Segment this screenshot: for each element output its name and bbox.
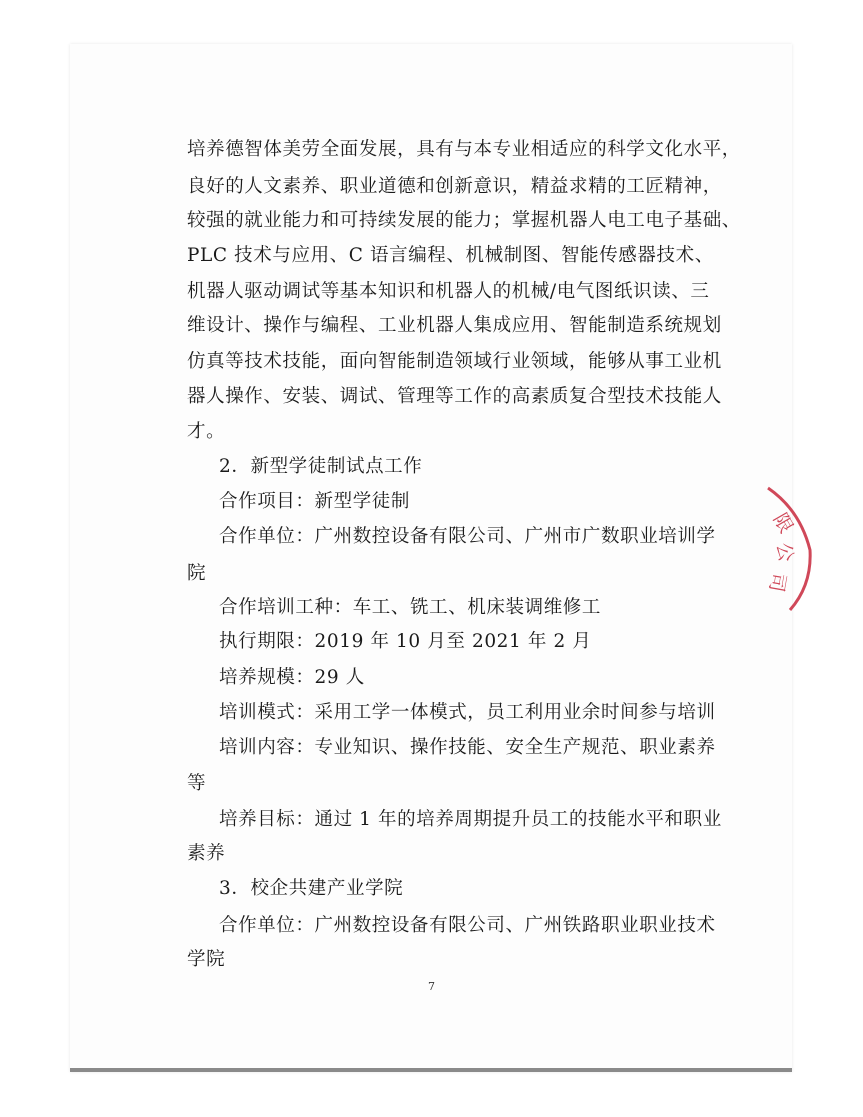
- text-line: 合作单位：广州数控设备有限公司、广州铁路职业职业技术: [219, 915, 716, 936]
- text-line: 学院: [187, 949, 226, 970]
- text-line: 培训内容：专业知识、操作技能、安全生产规范、职业素养: [219, 737, 716, 758]
- company-seal-stamp: [740, 470, 850, 630]
- page-edge-shadow: [70, 1068, 792, 1072]
- section-heading: 2．新型学徒制试点工作: [219, 456, 423, 477]
- page-number: 7: [428, 980, 435, 993]
- text-line: 合作培训工种：车工、铣工、机床装调维修工: [219, 597, 602, 618]
- section-heading: 3．校企共建产业学院: [219, 878, 404, 899]
- text-line: 器人操作、安装、调试、管理等工作的高素质复合型技术技能人: [187, 386, 722, 407]
- text-line: 机器人驱动调试等基本知识和机器人的机械/电气图纸识读、三: [187, 281, 710, 302]
- text-line: 执行期限：2019 年 10 月至 2021 年 2 月: [219, 631, 592, 652]
- text-line: 良好的人文素养、职业道德和创新意识，精益求精的工匠精神，: [187, 176, 722, 197]
- text-line: 维设计、操作与编程、工业机器人集成应用、智能制造系统规划: [187, 315, 722, 336]
- text-line: 素养: [187, 843, 226, 864]
- text-line: 合作单位：广州数控设备有限公司、广州市广数职业培训学: [219, 526, 716, 547]
- text-line: 培养规模：29 人: [219, 667, 365, 688]
- text-line: 院: [187, 563, 207, 584]
- text-line: 等: [187, 773, 207, 794]
- text-line: 合作项目：新型学徒制: [219, 491, 411, 512]
- svg-text:司: 司: [764, 571, 790, 594]
- text-line: 仿真等技术技能，面向智能制造领域行业领域，能够从事工业机: [187, 351, 722, 372]
- text-line: 培训模式：采用工学一体模式，员工利用业余时间参与培训: [219, 702, 716, 723]
- text-line: 才。: [187, 421, 226, 442]
- svg-text:公: 公: [772, 541, 798, 564]
- svg-text:限: 限: [768, 509, 798, 537]
- text-line: 培养德智体美劳全面发展，具有与本专业相适应的科学文化水平，: [187, 139, 741, 160]
- text-line: PLC 技术与应用、C 语言编程、机械制图、智能传感器技术、: [187, 245, 714, 266]
- text-line: 培养目标：通过 1 年的培养周期提升员工的技能水平和职业: [219, 809, 722, 830]
- text-line: 较强的就业能力和可持续发展的能力；掌握机器人电工电子基础、: [187, 210, 741, 231]
